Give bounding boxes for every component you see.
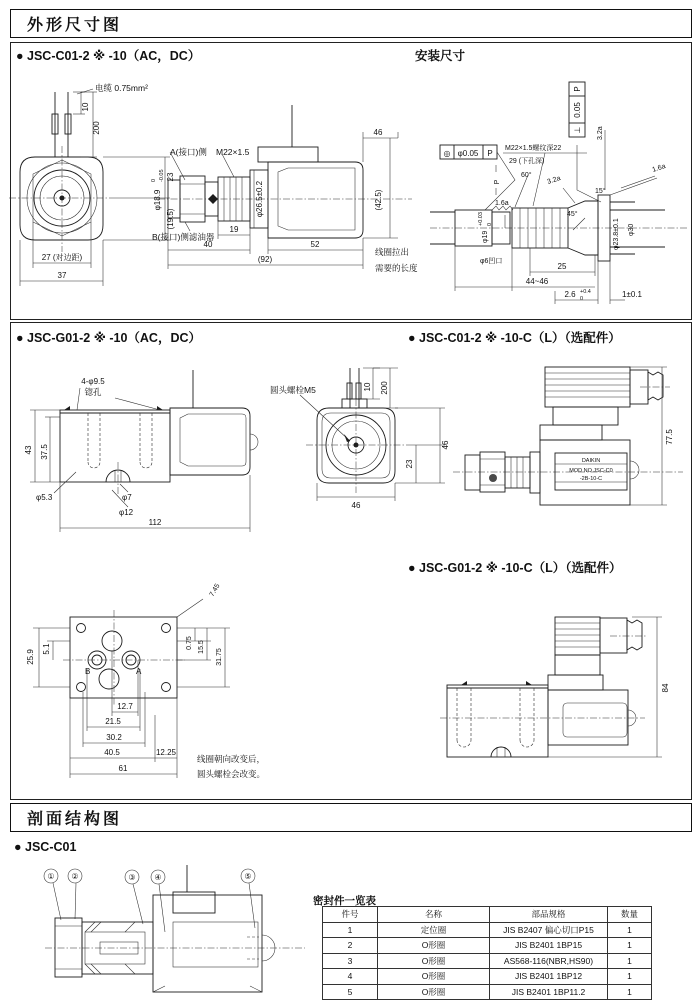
table-cell: O形圈 [378,938,490,954]
figure-mounting-dimensions [425,60,697,312]
gdt-perp-symbol: ⊥ [573,126,582,134]
dim-label: 200 [380,381,389,395]
figure-front-view-g01 [270,355,455,515]
dim-label: 7.45 [208,582,222,598]
dim-label: 10 [81,102,90,112]
dim-label: 61 [118,764,128,773]
balloon-5: ⑤ [244,872,252,881]
round-head-bolt-label: 圆头螺栓M5 [270,385,316,395]
dim-label: φ5.3 [36,493,53,502]
dim-label: 200 [92,121,101,135]
dim-label: 31.75 [216,648,223,666]
dim-label: (42.5) [374,189,383,211]
dim-label: 77.5 [665,429,674,445]
dim-label: 1±0.1 [622,290,642,299]
dim-label: 46 [441,440,450,450]
figure-c01-c-option [445,357,695,532]
table-row [323,969,652,985]
figure-g01-c-option [440,600,695,770]
page-title: 外形尺寸图 [27,17,123,34]
port-b-label: B(接口)侧滤油器 [152,232,215,242]
dim-tol: 0 [151,178,157,182]
dim-tol: +0.03 [478,212,484,226]
table-cell: 5 [323,984,378,1000]
dim-label: 43 [24,445,33,455]
gdt-conc-datum: P [487,149,493,158]
datum-label: P [494,179,501,185]
roughness-label: 3.2a [597,126,604,140]
table-row [323,984,652,1000]
dim-label: 40 [203,240,213,249]
model-header-jsc-g01-c: ● JSC-G01-2 ※ -10-C（L）（选配件） [408,561,622,575]
c01-c-linework [453,367,683,505]
coil-pullout-note-1: 线圈拉出 [375,247,410,257]
dim-label: 46 [373,128,383,137]
dim-label: 19 [229,225,239,234]
dim-label: φ26.5±0.2 [255,180,264,218]
port-b-mark: B [85,667,91,676]
dim-label: (19.5) [166,208,175,230]
model-header-jsc-c01-section: ● JSC-C01 [14,840,77,854]
recess-label: φ6凹口 [480,258,503,265]
sectional-linework [44,865,305,992]
coil-orientation-note [197,752,265,782]
thread-depth-label: M22×1.5螺纹深22 [505,145,562,152]
g01-linework [30,370,258,532]
dim-label: 5.1 [42,643,51,655]
g01-c-linework [440,617,662,757]
seal-table-title: 密封件一览表 [313,895,376,907]
dim-label: 10 [363,382,372,392]
coil-pullout-note-2: 需要的长度 [375,263,418,273]
port-a-mark: A [136,667,142,676]
angle-label: 15° [595,188,606,195]
nameplate-brand: DAIKIN [581,458,601,464]
model-header-jsc-c01: ● JSC-C01-2 ※ -10（AC，DC） [16,49,201,63]
page-title-2: 剖面结构图 [27,811,123,828]
dim-label: 25 [557,262,567,271]
table-cell: O形圈 [378,984,490,1000]
note-line-2: 圆头螺栓会改变。 [197,769,266,779]
roughness-label: 1.6a [495,200,509,207]
cable-label: 电缆 0.75mm² [95,83,148,93]
front-view-linework [9,89,170,286]
dim-label: 12.7 [117,702,133,711]
table-header-cell: 数量 [608,907,652,923]
figure-sectional-view [25,862,315,1002]
dim-label: 23 [405,459,414,469]
dim-label: 12.25 [155,748,177,757]
table-cell: O形圈 [378,969,490,985]
table-header-cell: 件号 [323,907,378,923]
table-cell: 1 [608,969,652,985]
dim-label: 15.5 [198,640,205,654]
gdt-perp-value: 0.05 [573,102,582,118]
dim-label: φ18.9 [153,189,162,211]
dim-tol: -0.05 [159,169,165,182]
table-cell: JIS B2407 偏心切口P15 [490,922,608,938]
table-row [323,938,652,954]
outline-dimensions-title [10,9,692,38]
table-cell: O形圈 [378,953,490,969]
dim-label: 37 [57,271,67,280]
balloon-3: ③ [128,873,136,882]
bolt-hole-label: 4-φ9.5 [81,377,105,386]
dim-label: 52 [310,240,320,249]
dim-label: (92) [257,255,273,264]
table-header-cell: 部品规格 [490,907,608,923]
dim-tol: 0 [487,222,493,226]
nameplate-suffix: -2B-10-C [579,476,603,482]
dim-tol: +0.4 [580,289,591,295]
dim-label: 2.6 [564,290,576,299]
gdt-perp-datum: P [573,86,582,92]
table-cell: AS568-116(NBR,HS90) [490,953,608,969]
thread-label: M22×1.5 [216,147,250,157]
table-cell: 1 [608,984,652,1000]
table-cell: 4 [323,969,378,985]
table-cell: 定位圈 [378,922,490,938]
table-cell: 2 [323,938,378,954]
dim-label: 25.9 [26,649,35,665]
dim-label: φ7 [122,493,132,502]
table-cell: JIS B2401 1BP12 [490,969,608,985]
table-cell: JIS B2401 1BP15 [490,938,608,954]
pilot-hole-label: 29 (下孔深) [509,158,545,165]
g01-front-linework [300,368,445,501]
table-cell: 1 [608,922,652,938]
table-row [323,922,652,938]
dim-tol: 0 [580,296,584,302]
dim-label: φ12 [119,508,134,517]
nameplate-model: MOD NO JSC-C0 [569,468,613,474]
roughness-label: 3.2a [546,175,562,186]
spotface-label: 锪孔 [84,387,102,397]
balloon-2: ② [71,872,79,881]
table-cell: JIS B2401 1BP11.2 [490,984,608,1000]
dim-label: 0.75 [186,636,193,650]
dim-label: 84 [661,683,670,693]
table-row [323,953,652,969]
dim-label: φ23.8±0.1 [613,218,620,250]
dim-label: 23 [166,172,175,182]
dim-label: φ30 [628,223,635,236]
table-header-cell: 名称 [378,907,490,923]
model-header-jsc-g01: ● JSC-G01-2 ※ -10（AC，DC） [16,331,202,345]
dim-label: 40.5 [104,748,120,757]
figure-side-view-c01 [150,100,425,280]
balloon-1: ① [47,872,55,881]
dim-label: 30.2 [106,733,122,742]
table-header-row [323,907,652,923]
dim-label: 21.5 [105,717,121,726]
angle-label: 60° [521,172,532,179]
dim-label: 112 [148,518,162,527]
table-cell: 1 [608,938,652,954]
note-line-1: 线圈朝向改变后， [197,754,266,764]
table-cell: 1 [608,953,652,969]
port-a-label: A(接口)侧 [170,147,207,157]
mounting-dims-header: 安装尺寸 [415,49,466,63]
roughness-label: 1.6a [651,163,667,174]
dim-label: 37.5 [40,444,49,460]
figure-side-view-g01 [20,362,270,542]
table-cell: 3 [323,953,378,969]
gdt-conc-value: φ0.05 [457,149,479,158]
model-header-jsc-c01-c: ● JSC-C01-2 ※ -10-C（L）（选配件） [408,331,621,345]
cross-section-title [10,803,692,832]
seal-parts-table [322,906,652,1000]
dim-label: 27 (对边距) [41,253,83,262]
balloon-4: ④ [154,873,162,882]
gdt-conc-symbol: ◎ [443,149,451,158]
dim-label: 46 [351,501,361,510]
dim-label: φ19 [482,230,489,243]
dim-label: 44~46 [525,277,549,286]
angle-label: 45° [567,211,578,218]
table-cell: 1 [323,922,378,938]
